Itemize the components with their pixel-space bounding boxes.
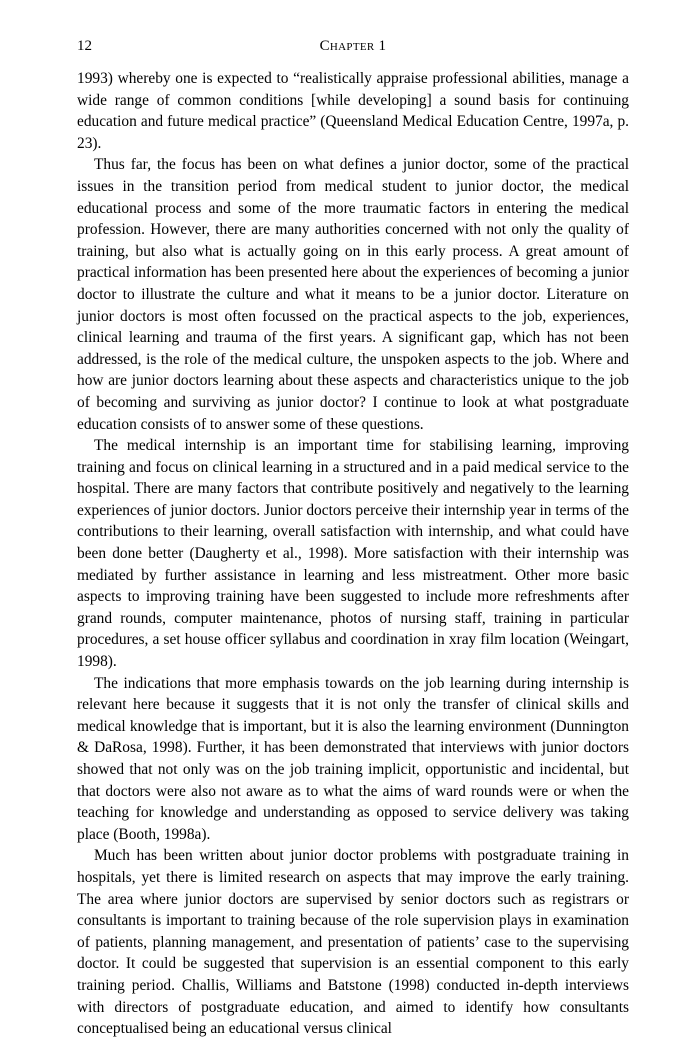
paragraph-on-the-job-learning: The indications that more emphasis towards on the job learning during internship is relevant here because it suggests that it is not only the transfer of clinical skills and medical knowledge that is important, but it is also the learning environment (Dunnington & DaRosa, 1998). Further, it has been demonstrated that interviews with junior doctors showed that not only was on the job training implicit, opportunistic and incidental, but that doctors were also not aware as to what the aims of ward rounds were or when the teaching for knowledge and understanding as opposed to service delivery was taking place (Booth, 1998a). — [77, 674, 629, 843]
paragraph-focus-summary: Thus far, the focus has been on what defines a junior doctor, some of the practical issues in the transition period from medical student to junior doctor, the medical educational process and some of the more traumatic factors in entering the medical profession. However, there are many authorities concerned with not only the quality of training, but also what is actually going on in this early process. A great amount of practical information has been presented here about the experiences of becoming a junior doctor to illustrate the culture and what it means to be a junior doctor. Literature on junior doctors is most often focussed on the practical aspects to the job, experiences, clinical learning and trauma of the first years. A significant gap, which has not been addressed, is the role of the medical culture, the unspoken aspects to the job. Where and how are junior doctors learning about these aspects and characteristics unique to the job of becoming and surviving as junior doctor? I continue to look at what postgraduate education consists of to answer some of these questions. — [77, 156, 629, 433]
page-header — [77, 30, 629, 60]
running-head: Chapter 1 — [319, 38, 387, 54]
book-page — [77, 30, 629, 1040]
body-text — [77, 68, 629, 1040]
paragraph-continued: 1993) whereby one is expected to “realistically appraise professional abilities, manage a wide range of common conditions [while developing] a sound basis for continuing education and future medical practice” (Queensland Medical Education Centre, 1997a, p. 23). — [77, 70, 629, 152]
paragraph-supervision: Much has been written about junior doctor problems with postgraduate training in hospitals, yet there is limited research on aspects that may improve the early training. The area where junior doctors are supervised by senior doctors such as registrars or consultants is important to training because of the role supervision plays in examination of patients, planning management, and presentation of patients’ case to the supervising doctor. It could be suggested that supervision is an essential component to this early training period. Challis, Williams and Batstone (1998) conducted in-depth interviews with directors of postgraduate education, and aimed to identify how consultants conceptualised being an educational versus clinical — [77, 847, 629, 1038]
paragraph-medical-internship: The medical internship is an important time for stabilising learning, improving training and focus on clinical learning in a structured and in a paid medical service to the hospital. There are many factors that contribute positively and negatively to the learning experiences of junior doctors. Junior doctors perceive their internship year in terms of the contributions to their learning, overall satisfaction with internship, and what could have been done better (Daugherty et al., 1998). More satisfaction with their internship was mediated by further assistance in learning and less mistreatment. Other more basic aspects to improving training have been suggested to include more refreshments after grand rounds, computer maintenance, photos of nursing staff, training in particular procedures, a set house officer syllabus and coordination in xray film location (Weingart, 1998). — [77, 437, 629, 671]
page-number: 12 — [77, 38, 92, 54]
